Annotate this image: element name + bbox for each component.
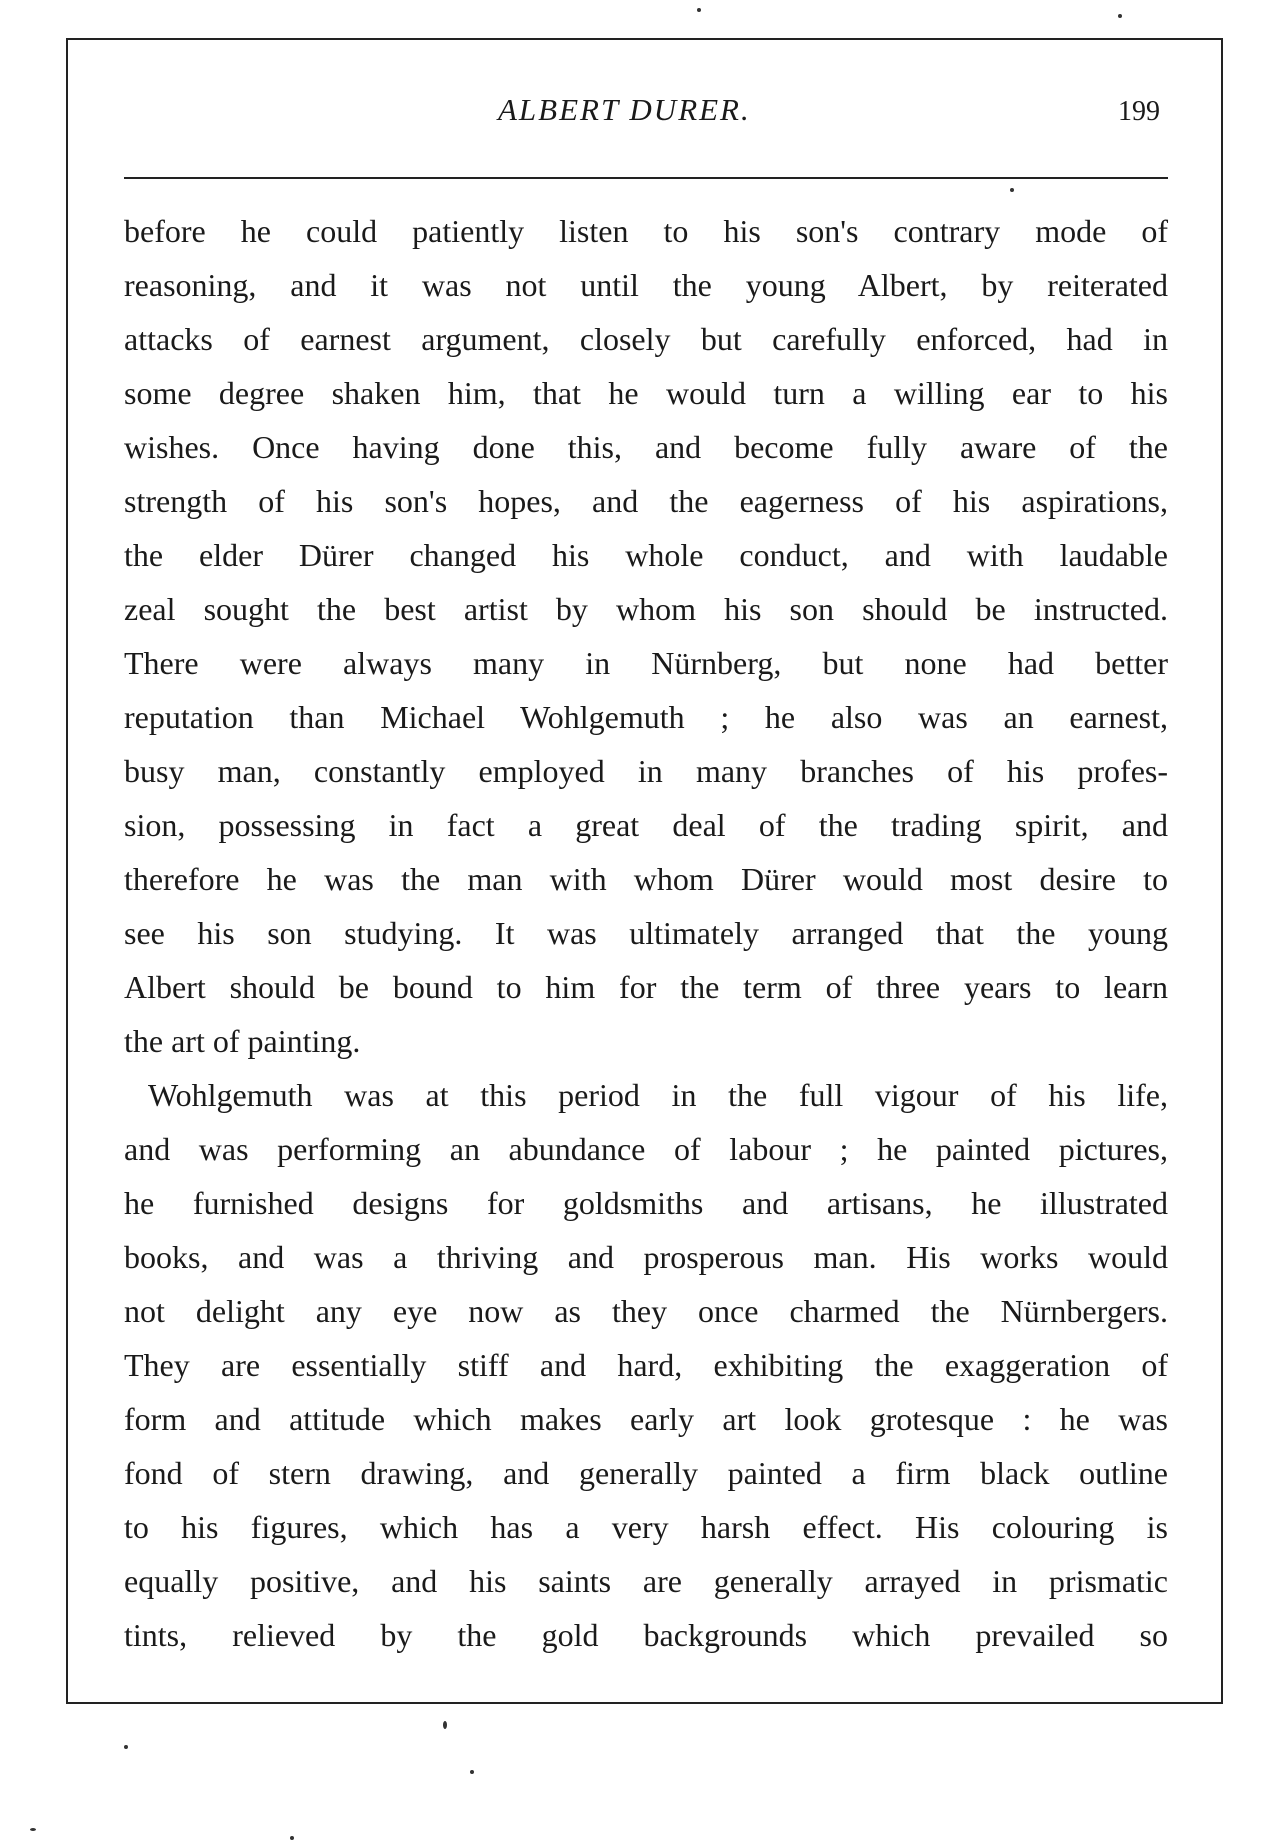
text-line: to his figures, which has a very harsh effect. His colouring is (124, 1509, 1168, 1545)
text-line: There were always many in Nürnberg, but none had better (124, 645, 1168, 681)
scan-speck (290, 1836, 294, 1840)
scan-speck (470, 1770, 474, 1774)
text-line: busy man, constantly employed in many branches of his profes- (124, 753, 1168, 789)
text-line: tints, relieved by the gold backgrounds which prevailed so (124, 1617, 1168, 1653)
page-number: 199 (1118, 96, 1160, 127)
text-line: zeal sought the best artist by whom his son should be instructed. (124, 591, 1168, 627)
text-line: wishes. Once having done this, and become fully aware of the (124, 429, 1168, 465)
scan-speck (697, 8, 701, 12)
text-line: see his son studying. It was ultimately arranged that the young (124, 915, 1168, 951)
scan-speck (1118, 14, 1122, 18)
text-line: strength of his son's hopes, and the eagerness of his aspirations, (124, 483, 1168, 519)
text-line: reasoning, and it was not until the young Albert, by reiterated (124, 267, 1168, 303)
text-line: the art of painting. (124, 1023, 361, 1059)
scan-speck (124, 1745, 128, 1749)
text-line: not delight any eye now as they once charmed the Nürnbergers. (124, 1293, 1168, 1329)
scan-speck (30, 1828, 36, 1831)
text-line: attacks of earnest argument, closely but carefully enforced, had in (124, 321, 1168, 357)
text-line: equally positive, and his saints are generally arrayed in prismatic (124, 1563, 1168, 1599)
running-title: ALBERT DURER. (498, 92, 751, 127)
paragraph-first-line: Wohlgemuth was at this period in the full vigour of his life, (148, 1077, 1168, 1113)
text-line: fond of stern drawing, and generally painted a firm black outline (124, 1455, 1168, 1491)
text-line: form and attitude which makes early art look grotesque : he was (124, 1401, 1168, 1437)
text-line: therefore he was the man with whom Dürer would most desire to (124, 861, 1168, 897)
text-line: books, and was a thriving and prosperous man. His works would (124, 1239, 1168, 1275)
text-line: and was performing an abundance of labour ; he painted pictures, (124, 1131, 1168, 1167)
text-line: reputation than Michael Wohlgemuth ; he also was an earnest, (124, 699, 1168, 735)
scan-speck (443, 1721, 447, 1729)
scan-speck (1010, 188, 1014, 192)
text-line: They are essentially stiff and hard, exhibiting the exaggeration of (124, 1347, 1168, 1383)
text-line: Albert should be bound to him for the term of three years to learn (124, 969, 1168, 1005)
text-line: he furnished designs for goldsmiths and artisans, he illustrated (124, 1185, 1168, 1221)
text-line: some degree shaken him, that he would turn a willing ear to his (124, 375, 1168, 411)
text-line: before he could patiently listen to his son's contrary mode of (124, 213, 1168, 249)
header-rule (124, 177, 1168, 179)
text-line: sion, possessing in fact a great deal of the trading spirit, and (124, 807, 1168, 843)
body-text (124, 204, 1168, 1662)
text-line: the elder Dürer changed his whole conduct, and with laudable (124, 537, 1168, 573)
